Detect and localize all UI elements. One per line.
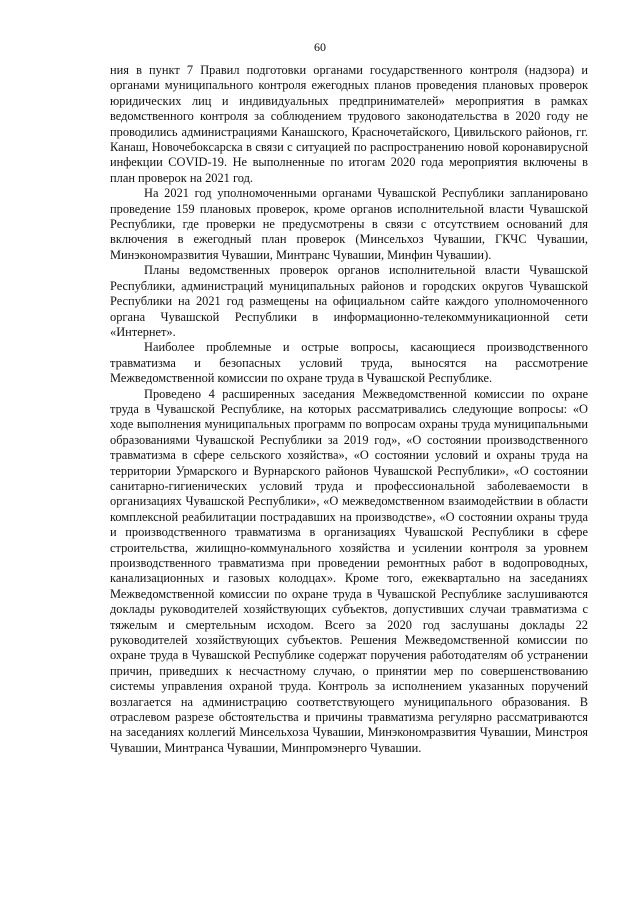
paragraph-inspection-plans: Планы ведомственных проверок органов исполнительной власти Чувашской Республики, администраций муниципальных районов и городских округов Чувашской Республики на 2021 год размещены на официальном сайте каждого уполномоченного органа Чувашской Республики в информационно-телекоммуникационной сети «Интернет». (110, 263, 588, 339)
body-text (110, 63, 588, 756)
paragraph-planned-inspections: На 2021 год уполномоченными органами Чувашской Республики запланировано проведение 159 плановых проверок, кроме органов исполнительной власти Чувашской Республики, где проверки не предусмотрены в связи с отсутствием оснований для включения в ежегодный план проверок (Минсельхоз Чувашии, ГКЧС Чувашии, Минэкономразвития Чувашии, Минтранс Чувашии, Минфин Чувашии). (110, 186, 588, 262)
page-number: 60 (314, 40, 326, 54)
paragraph-problem-issues: Наиболее проблемные и острые вопросы, касающиеся производственного травматизма и безопасных условий труда, выносятся на рассмотрение Межведомственной комиссии по охране труда в Чувашской Республике. (110, 340, 588, 386)
paragraph-continuation: ния в пункт 7 Правил подготовки органами государственного контроля (надзора) и органами муниципального контроля ежегодных планов проведения плановых проверок юридических лиц и индивидуальных предпринимателей» мероприятия в рамках ведомственного контроля за соблюдением трудового законодательства в 2020 году не проводились администрациями Канашского, Красночетайского, Цивильского районов, гг. Канаш, Новочебоксарска в связи с ситуацией по распространению новой коронавирусной инфекции COVID-19. Не выполненные по итогам 2020 года мероприятия включены в план проверок на 2021 год. (110, 63, 588, 185)
paragraph-commission-meetings: Проведено 4 расширенных заседания Межведомственной комиссии по охране труда в Чувашской Республике, на которых рассматривались следующие вопросы: «О ходе выполнения муниципальных программ по вопросам охраны труда муниципальными образованиями Чувашской Республики за 2019 год», «О состоянии производственного травматизма в сфере сельского хозяйства», «О состоянии условий и охраны труда на территории Урмарского и Вурнарского районов Чувашской Республики», «О состоянии санитарно-гигиенических условий труда и профессиональной заболеваемости в организациях Чувашской Республики», «О межведомственном взаимодействии в области комплексной реабилитации пострадавших на производстве», «О состоянии охраны труда и производственного травматизма в организациях Чувашской Республики в сфере строительства, жилищно-коммунального хозяйства и усилении контроля за уровнем производственного травматизма при проведении ремонтных работ в водопроводных, канализационных и газовых колодцах». Кроме того, ежеквартально на заседаниях Межведомственной комиссии по охране труда в Чувашской Республике заслушиваются доклады руководителей хозяйствующих субъектов, допустивших случаи травматизма с тяжелым и смертельным исходом. Всего за 2020 год заслушаны доклады 22 руководителей хозяйствующих субъектов. Решения Межведомственной комиссии по охране труда в Чувашской Республике содержат поручения работодателям об устранении причин, приведших к несчастному случаю, о принятии мер по совершенствованию системы управления охраной труда. Контроль за исполнением указанных поручений возлагается на администрацию соответствующего муниципального образования. В отраслевом разрезе обстоятельства и причины травматизма регулярно рассматриваются на заседаниях коллегий Минсельхоза Чувашии, Минэкономразвития Чувашии, Минстроя Чувашии, Минтранса Чувашии, Минпромэнерго Чувашии. (110, 386, 588, 755)
